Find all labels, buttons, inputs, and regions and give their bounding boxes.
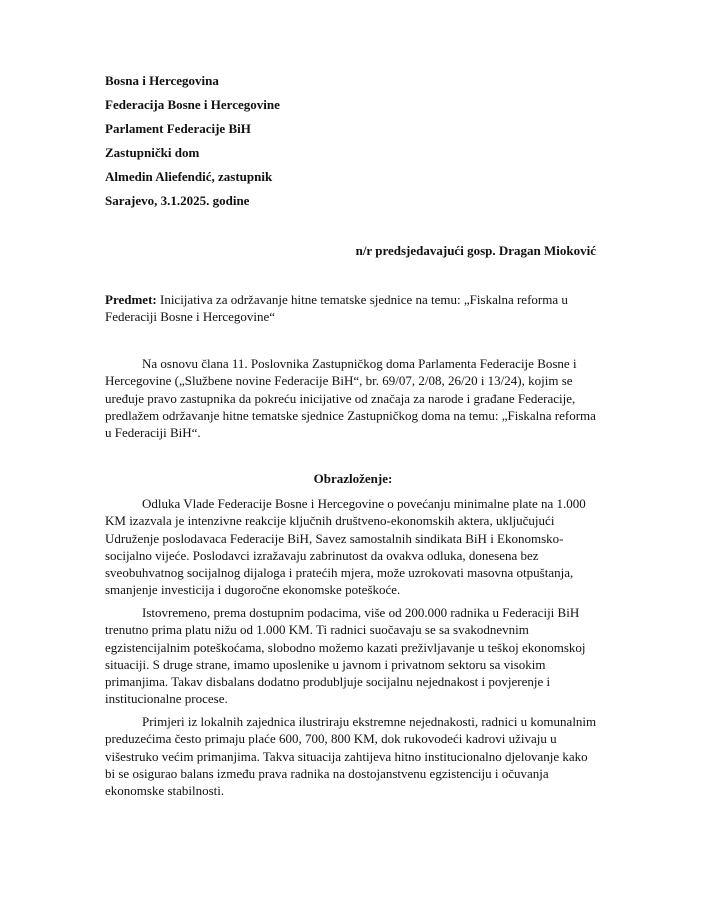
header-place-date: Sarajevo, 3.1.2025. godine [105, 193, 250, 208]
header-entity: Federacija Bosne i Hercegovine [105, 97, 280, 112]
header-parliament: Parlament Federacije BiH [105, 121, 251, 136]
body-paragraph-2: Istovremeno, prema dostupnim podacima, više od 200.000 radnika u Federaciji BiH trenutno prima platu nižu od 1.000 KM. Ti radnici suočavaju se sa svakodnevnim egzistencijalnim poteškoćama, slobodno možemo kazati preživljavanje u teškoj ekonomskoj situaciji. S druge strane, imamo uposlenike u javnom i privatnom sektoru sa visokim primanjima. Takav disbalans dodatno produbljuje socijalnu nejednakost i povjerenje i institucionalne procese. [105, 605, 586, 707]
body-paragraph-3: Primjeri iz lokalnih zajednica ilustriraju ekstremne nejednakosti, radnici u komunalnim preduzećima često primaju plaće 600, 700, 800 KM, dok rukovodeći kadrovi uživaju u višestruko većim primanjima. Takva situacija zahtijeva hitno institucionalno djelovanje kako bi se osigurao balans između prava radnika na dostojanstvenu egzistenciju i očuvanja ekonomske stabilnosti. [105, 714, 597, 799]
intro-paragraph: Na osnovu člana 11. Poslovnika Zastupničkog doma Parlamenta Federacije Bosne i Hercegovine („Službene novine Federacije BiH“, br. 69/07, 2/08, 26/20 i 13/24), kojim se uređuje pravo zastupnika da pokreću inicijative od značaja za narode i građane Federacije, predlažem održavanje hitne tematske sjednice Zastupničkog doma na temu: „Fiskalna reforma u Federaciji BiH“. [105, 356, 596, 441]
header-author: Almedin Aliefendić, zastupnik [105, 169, 273, 184]
subject-label: Predmet: [105, 292, 157, 307]
attention-line: n/r predsjedavajući gosp. Dragan Mioković [355, 243, 596, 258]
subject-text: Inicijativa za održavanje hitne tematske sjednice na temu: „Fiskalna reforma u Federaciji Bosne i Hercegovine“ [105, 292, 568, 325]
header-house: Zastupnički dom [105, 145, 200, 160]
body-paragraph-1: Odluka Vlade Federacije Bosne i Hercegovine o povećanju minimalne plate na 1.000 KM izazvala je intenzivne reakcije ključnih društveno-ekonomskih aktera, uključujući Udruženje poslodavaca Federacije BiH, Savez samostalnih sindikata BiH i Ekonomsko-socijalno vijeće. Poslodavci izražavaju zabrinutost da ovakva odluka, donesena bez sveobuhvatnog socijalnog dijaloga i pratećih mjera, može uzrokovati masovna otpuštanja, smanjenje investicija i dugoročne ekonomske poteškoće. [105, 496, 586, 598]
header-country: Bosna i Hercegovina [105, 73, 219, 88]
section-title: Obrazloženje: [313, 471, 393, 486]
subject-paragraph [105, 291, 597, 326]
